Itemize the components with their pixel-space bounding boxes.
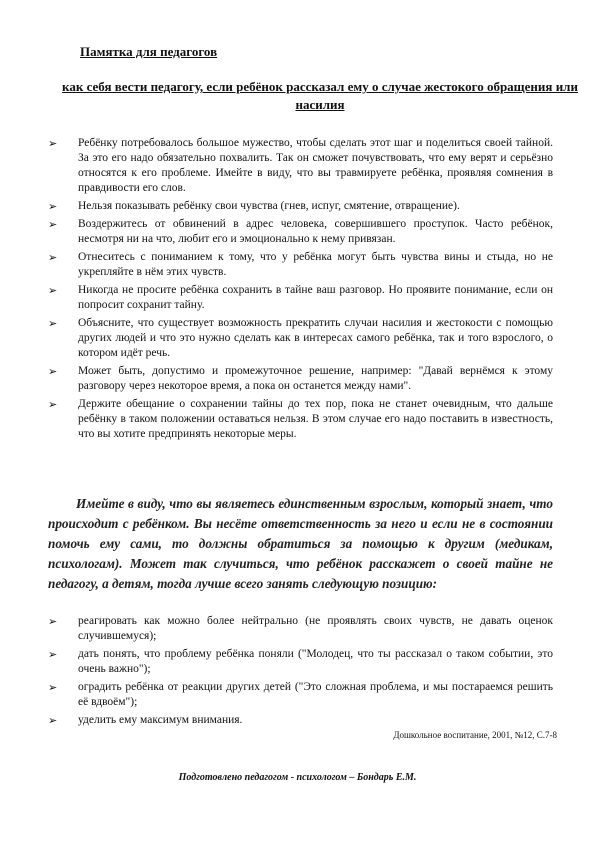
arrow-bullet-icon: ➢ (48, 200, 58, 213)
arrow-bullet-icon: ➢ (48, 398, 58, 411)
list-item (48, 316, 553, 361)
important-note-paragraph: Имейте в виду, что вы являетесь единственным взрослым, который знает, что происходит с ребёнком. Вы несёте ответственность за него и если не в состоянии помочь ему сами, то должны обратиться за помощью к другим (медикам, психологам). Может так случиться, что ребёнок расскажет о своей тайне не педагогу, а детям, тогда лучше всего занять следующую позицию: (48, 496, 553, 591)
list-item (48, 199, 553, 214)
arrow-bullet-icon: ➢ (48, 284, 58, 297)
arrow-bullet-icon: ➢ (48, 365, 58, 378)
arrow-bullet-icon: ➢ (48, 615, 58, 628)
source-citation: Дошкольное воспитание, 2001, №12, С.7-8 (393, 730, 557, 740)
arrow-bullet-icon: ➢ (48, 648, 58, 661)
list-item (48, 283, 553, 313)
arrow-bullet-icon: ➢ (48, 251, 58, 264)
list-item (48, 647, 553, 677)
arrow-bullet-icon: ➢ (48, 714, 58, 727)
document-subtitle: как себя вести педагогу, если ребёнок рассказал ему о случае жестокого обращения или насилия (62, 79, 578, 112)
list-item-text: дать понять, что проблему ребёнка поняли ("Молодец, что ты рассказал о таком событии, это очень важно"); (78, 648, 553, 675)
author-footer: Подготовлено педагогом - психологом – Бондарь Е.М. (178, 772, 417, 783)
arrow-bullet-icon: ➢ (48, 681, 58, 694)
list-item-text: Воздержитесь от обвинений в адрес человека, совершившего проступок. Часто ребёнок, несмотря ни на что, любит его и эмоционально к нему привязан. (78, 218, 553, 245)
arrow-bullet-icon: ➢ (48, 317, 58, 330)
arrow-bullet-icon: ➢ (48, 218, 58, 231)
list-item (48, 217, 553, 247)
list-item-text: Держите обещание о сохранении тайны до тех пор, пока не станет очевидным, что дальше ребёнку в таком положении оставаться нельзя. В этом случае его надо поставить в известность, что вы хотите предпринять некоторые меры. (78, 398, 553, 440)
list-item-text: уделить ему максимум внимания. (78, 714, 243, 726)
document-title: Памятка для педагогов (80, 44, 218, 59)
list-item (48, 397, 553, 442)
list-item (48, 614, 553, 644)
list-item (48, 364, 553, 394)
list-item (48, 680, 553, 710)
list-item (48, 713, 553, 728)
list-item (48, 136, 553, 196)
guidelines-list (48, 136, 553, 445)
list-item-text: Объясните, что существует возможность прекратить случаи насилия и жестокости с помощью других людей и что это нужно сделать как в интересах самого ребёнка, так и того взрослого, о котором идёт речь. (78, 317, 553, 359)
list-item-text: Отнеситесь с пониманием к тому, что у ребёнка могут быть чувства вины и стыда, но не укрепляйте в нём этих чувств. (78, 251, 553, 278)
arrow-bullet-icon: ➢ (48, 137, 58, 150)
list-item (48, 250, 553, 280)
position-list (48, 614, 553, 731)
list-item-text: Ребёнку потребовалось большое мужество, чтобы сделать этот шаг и поделиться своей тайной. За это его надо обязательно похвалить. Так он сможет почувствовать, что ему верят и серьёзно относятся к его проблеме. Имейте в виду, что вы травмируете ребёнка, проявляя сомнения в правдивости его слов. (78, 137, 553, 194)
list-item-text: реагировать как можно более нейтрально (не проявлять своих чувств, не давать оценок случившемуся); (78, 615, 553, 642)
list-item-text: оградить ребёнка от реакции других детей ("Это сложная проблема, и мы постараемся решить её вдвоём"); (78, 681, 553, 708)
list-item-text: Может быть, допустимо и промежуточное решение, например: "Давай вернёмся к этому разговору через некоторое время, а пока он останется между нами". (78, 365, 553, 392)
list-item-text: Никогда не просите ребёнка сохранить в тайне ваш разговор. Но проявите понимание, если он попросит сохранит тайну. (78, 284, 553, 311)
list-item-text: Нельзя показывать ребёнку свои чувства (гнев, испуг, смятение, отвращение). (78, 200, 460, 212)
